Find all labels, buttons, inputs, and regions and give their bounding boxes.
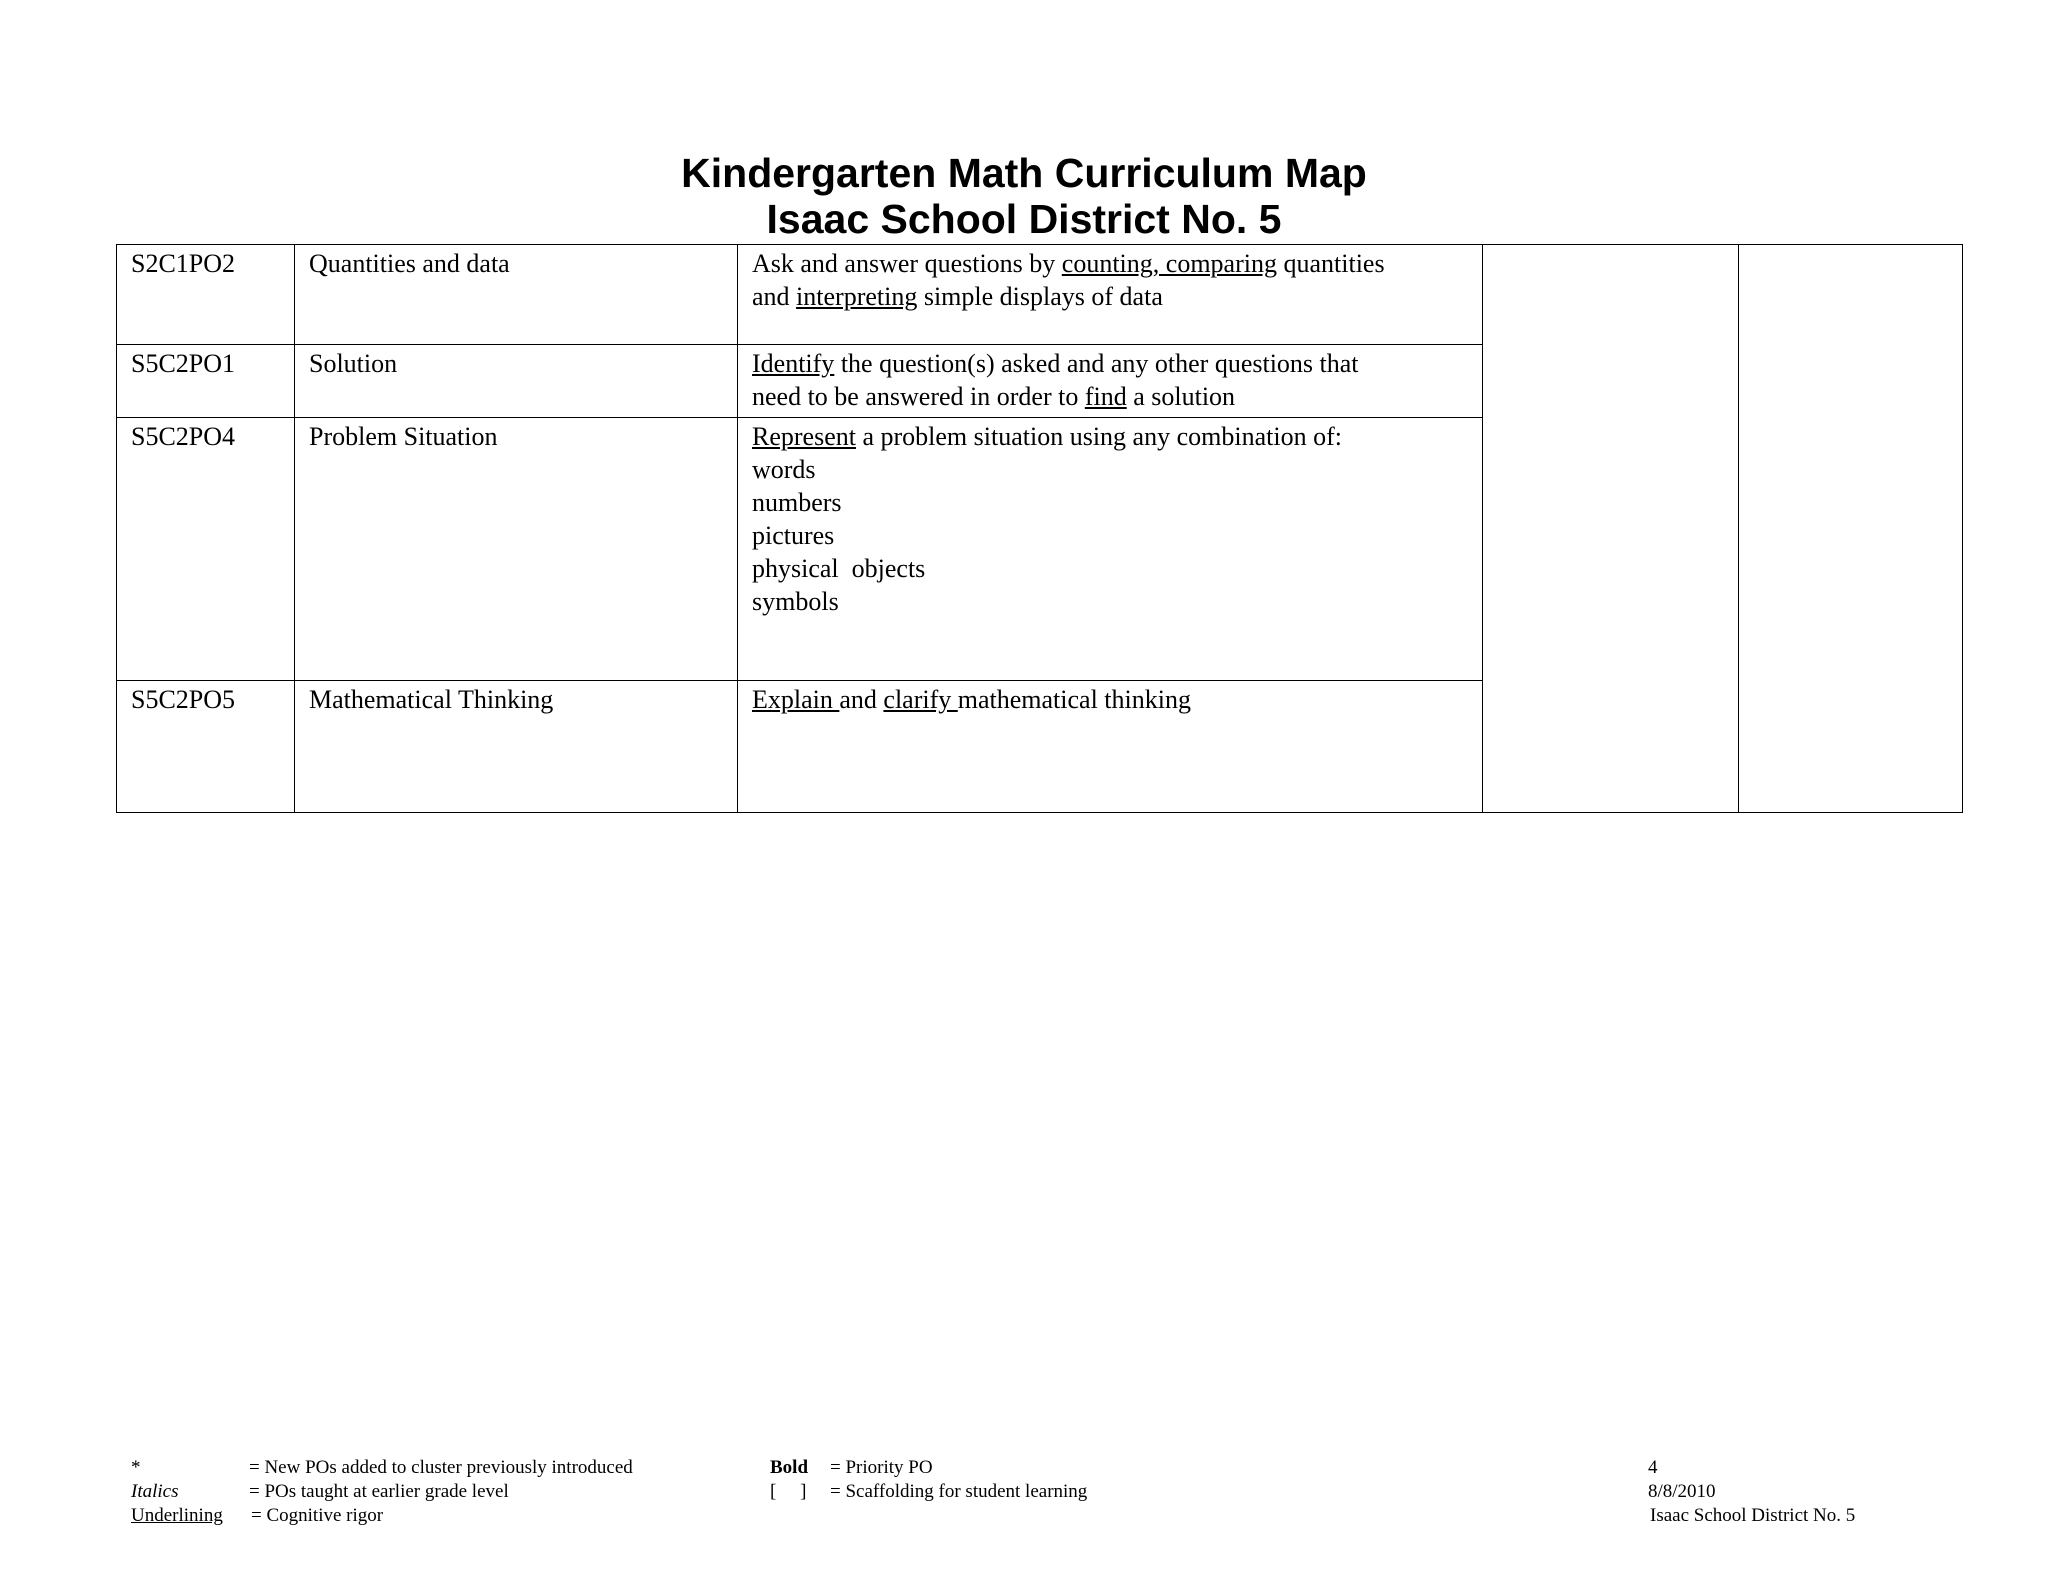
- legend-key-bold: Bold: [770, 1457, 809, 1478]
- description-text: and: [752, 282, 797, 311]
- description-text: a problem situation using any combination of:: [855, 422, 1342, 451]
- po-description: [738, 418, 1483, 681]
- cognitive-verb: Represent: [752, 422, 856, 451]
- po-topic: Mathematical Thinking: [295, 681, 738, 813]
- revision-date: 8/8/2010: [1648, 1481, 1716, 1502]
- legend-value: = New POs added to cluster previously introduced: [249, 1457, 633, 1478]
- table-row: [117, 245, 1963, 345]
- description-text: and: [839, 685, 884, 714]
- description-line: [752, 347, 1468, 380]
- title-line-1: Kindergarten Math Curriculum Map: [681, 150, 1367, 196]
- po-description: [738, 681, 1483, 813]
- cognitive-verb: Identify: [752, 349, 835, 378]
- legend-key-brackets: [ ]: [770, 1481, 807, 1502]
- po-description: [738, 345, 1483, 418]
- legend-key-italics: Italics: [131, 1481, 179, 1502]
- cognitive-verb: interpreting: [796, 282, 918, 311]
- description-line: [752, 247, 1468, 280]
- footer-district: Isaac School District No. 5: [1650, 1505, 1856, 1526]
- po-topic: Problem Situation: [295, 418, 738, 681]
- cognitive-verb: clarify: [883, 685, 958, 714]
- description-text: need to be answered in order to: [752, 382, 1085, 411]
- po-code: S2C1PO2: [117, 245, 295, 345]
- list-item: numbers: [752, 488, 842, 517]
- list-item: physical objects: [752, 554, 926, 583]
- legend-key-asterisk: *: [131, 1457, 141, 1478]
- po-description: [738, 245, 1483, 345]
- po-topic: Quantities and data: [295, 245, 738, 345]
- legend-value: = Priority PO: [830, 1457, 933, 1478]
- legend-value: = Cognitive rigor: [251, 1505, 384, 1526]
- empty-column-5: [1739, 245, 1963, 813]
- description-text: mathematical thinking: [957, 685, 1191, 714]
- description-text: Ask and answer questions by: [752, 249, 1062, 278]
- po-code: S5C2PO5: [117, 681, 295, 813]
- list-item: words: [752, 455, 816, 484]
- po-code: S5C2PO4: [117, 418, 295, 681]
- po-topic: Solution: [295, 345, 738, 418]
- description-line: [752, 280, 1468, 313]
- cognitive-verb: find: [1084, 382, 1127, 411]
- title-line-2: Isaac School District No. 5: [766, 196, 1282, 242]
- legend-value: = Scaffolding for student learning: [830, 1481, 1088, 1502]
- description-text: quantities: [1276, 249, 1385, 278]
- description-text: simple displays of data: [917, 282, 1163, 311]
- legend-key-underlining: Underlining: [131, 1505, 223, 1526]
- list-item: symbols: [752, 587, 839, 616]
- po-code: S5C2PO1: [117, 345, 295, 418]
- description-line: [752, 683, 1468, 716]
- curriculum-table: [116, 244, 1963, 813]
- description-text: the question(s) asked and any other questions that: [834, 349, 1359, 378]
- description-line: [752, 420, 1468, 453]
- document-title: [0, 150, 2048, 242]
- cognitive-verb: counting, comparing: [1061, 249, 1277, 278]
- page-number: 4: [1648, 1457, 1658, 1478]
- legend-value: = POs taught at earlier grade level: [249, 1481, 509, 1502]
- description-text: a solution: [1126, 382, 1236, 411]
- cognitive-verb: Explain: [752, 685, 840, 714]
- empty-column-4: [1483, 245, 1739, 813]
- list-item: pictures: [752, 521, 835, 550]
- description-line: [752, 380, 1468, 413]
